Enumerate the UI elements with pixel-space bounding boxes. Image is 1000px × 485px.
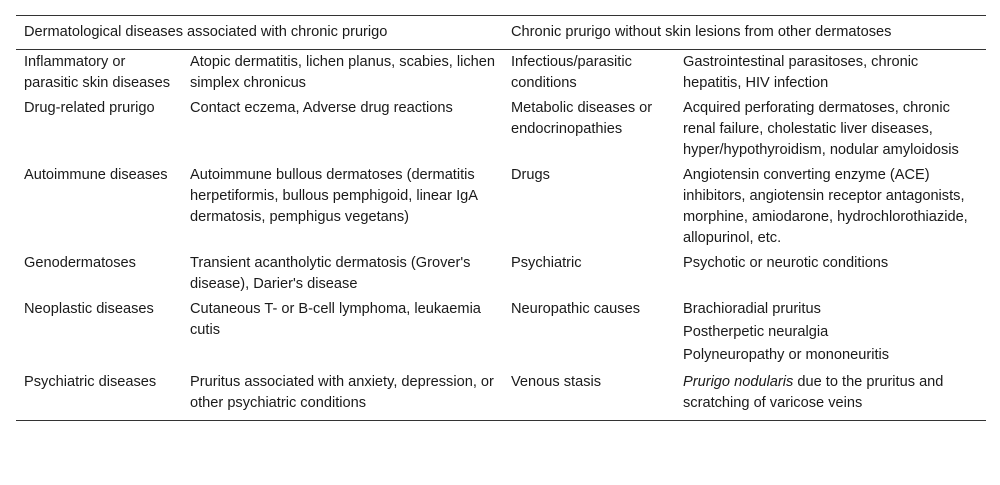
left-description: Contact eczema, Adverse drug reactions — [190, 100, 453, 116]
right-description-rest: due to the pruritus and scratching of varicose veins — [683, 374, 944, 411]
left-category: Drug-related prurigo — [24, 100, 155, 116]
right-category: Metabolic diseases or endocrinopathies — [511, 100, 653, 137]
right-description-item: Polyneuropathy or mononeuritis — [683, 347, 890, 363]
right-category: Psychiatric — [511, 255, 582, 271]
table-row — [16, 163, 986, 251]
right-description — [675, 297, 986, 370]
table-row — [16, 96, 986, 163]
left-category: Inflammatory or parasitic skin diseases — [24, 54, 171, 91]
left-description: Autoimmune bullous dermatoses (dermatitis herpetiformis, bullous pemphigoid, linear IgA dermatosis, pemphigus vegetans) — [190, 167, 478, 225]
table-row — [16, 297, 986, 370]
left-category: Autoimmune diseases — [24, 167, 168, 183]
right-description — [675, 370, 986, 421]
right-description-item: Brachioradial pruritus — [683, 301, 821, 317]
table-row — [16, 251, 986, 297]
header-dermatological: Dermatological diseases associated with chronic prurigo — [16, 16, 503, 50]
right-description: Angiotensin converting enzyme (ACE) inhibitors, angiotensin receptor antagonists, morphine, amiodarone, hydrochlorothiazide, allopurinol, etc. — [683, 167, 968, 246]
right-description-item: Postherpetic neuralgia — [683, 324, 829, 340]
left-category: Psychiatric diseases — [16, 370, 182, 421]
right-category: Neuropathic causes — [511, 301, 640, 317]
header-row — [16, 16, 986, 50]
right-description: Psychotic or neurotic conditions — [683, 255, 889, 271]
right-category: Venous stasis — [503, 370, 675, 421]
left-description: Transient acantholytic dermatosis (Grover's disease), Darier's disease — [190, 255, 471, 292]
left-description: Pruritus associated with anxiety, depression, or other psychiatric conditions — [182, 370, 503, 421]
left-category: Genodermatoses — [24, 255, 136, 271]
left-description: Cutaneous T- or B-cell lymphoma, leukaemia cutis — [190, 301, 481, 338]
prurigo-classification-table — [16, 15, 986, 421]
table-row — [16, 370, 986, 421]
right-category: Drugs — [511, 167, 550, 183]
right-category: Infectious/parasitic conditions — [511, 54, 632, 91]
left-category: Neoplastic diseases — [24, 301, 154, 317]
header-without-lesions: Chronic prurigo without skin lesions from other dermatoses — [503, 16, 986, 50]
right-description: Gastrointestinal parasitoses, chronic hepatitis, HIV infection — [683, 54, 919, 91]
table-row — [16, 50, 986, 97]
left-description: Atopic dermatitis, lichen planus, scabies, lichen simplex chronicus — [190, 54, 496, 91]
right-description: Acquired perforating dermatoses, chronic renal failure, cholestatic liver diseases, hyper/hypothyroidism, nodular amyloidosis — [683, 100, 959, 158]
italic-term: Prurigo nodularis — [683, 374, 794, 390]
